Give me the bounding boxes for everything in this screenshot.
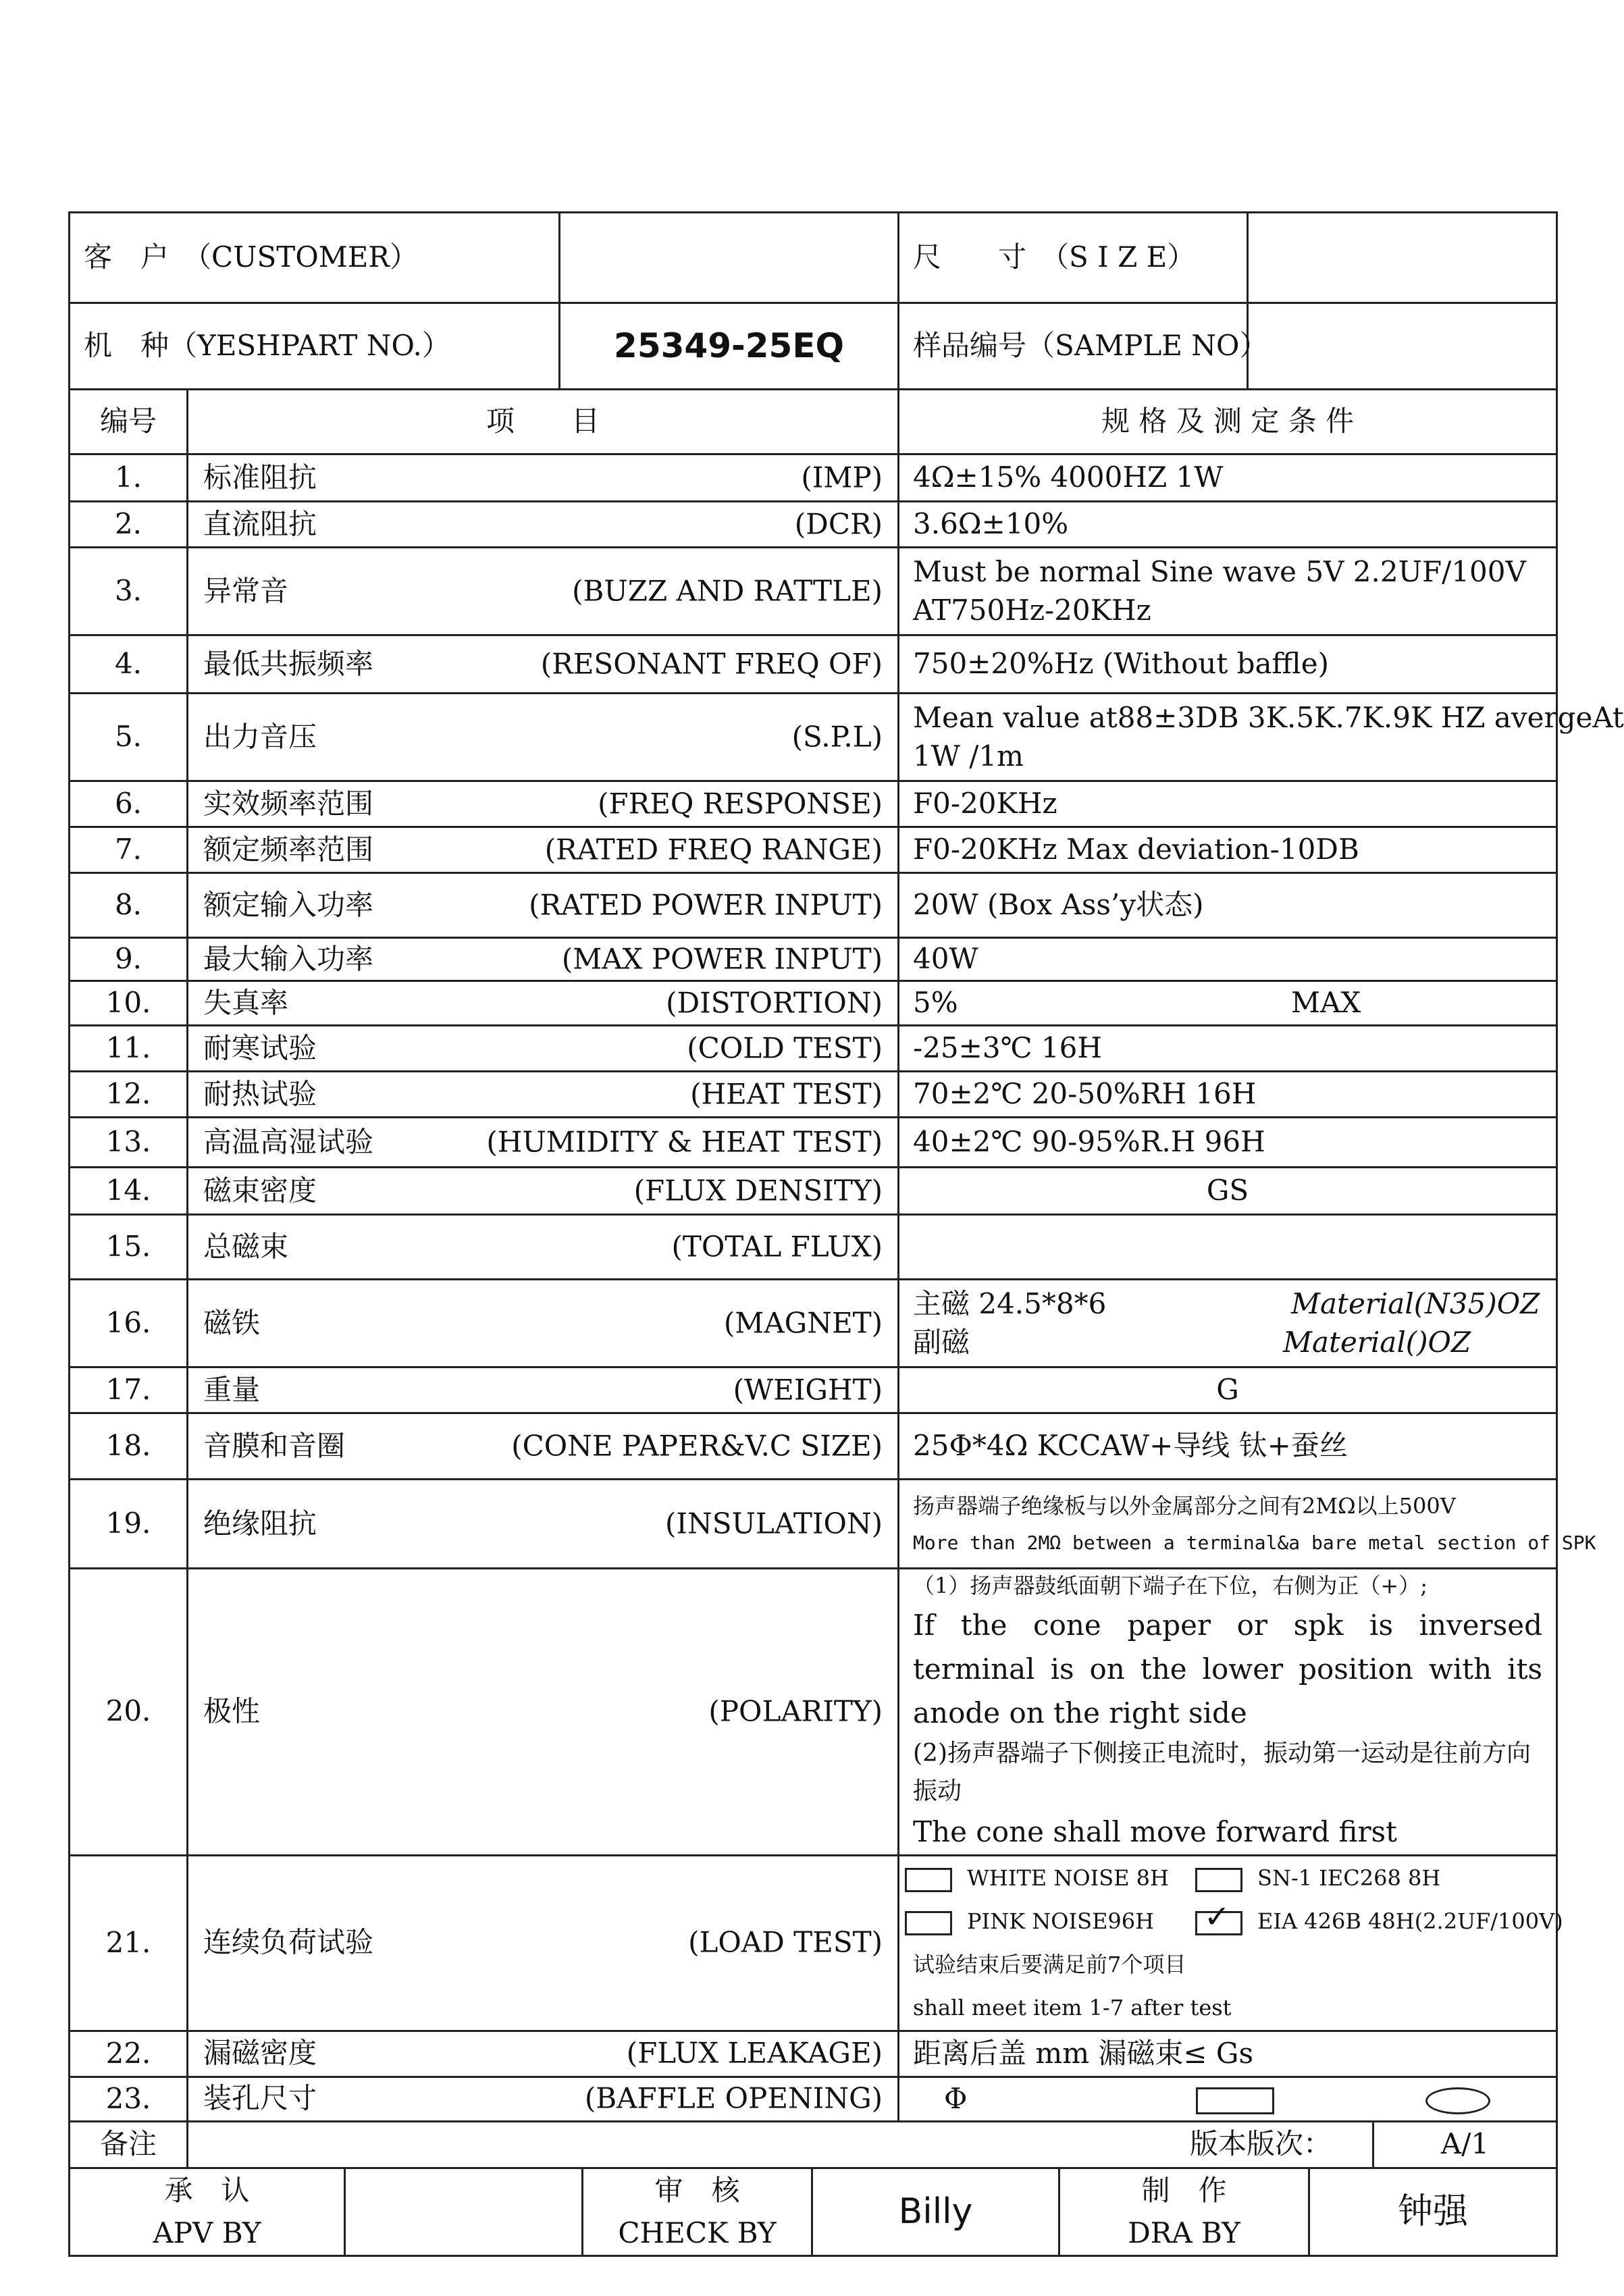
item-en: (HEAT TEST) (690, 1077, 883, 1111)
item-en: (POLARITY) (708, 1694, 883, 1728)
row-item (188, 1367, 899, 1413)
spec-line: (2)扬声器端子下侧接正电流时，振动第一运动是往前方向振动 (913, 1739, 1531, 1805)
item-cn: 重量 (203, 1373, 261, 1407)
customer-value (560, 213, 899, 303)
row-no: 14. (70, 1168, 188, 1215)
row-no: 19. (70, 1480, 188, 1569)
row-item (188, 1168, 899, 1215)
table-row (70, 2077, 1557, 2121)
table-row (70, 1280, 1557, 1367)
item-cn: 连续负荷试验 (203, 1925, 374, 1959)
row-item (188, 938, 899, 981)
load-option[interactable] (905, 1856, 1195, 1900)
row-no: 2. (70, 502, 188, 548)
spec-line (913, 1324, 1542, 1362)
approve-en: APV BY (153, 2216, 261, 2250)
item-en: (COLD TEST) (687, 1031, 883, 1065)
spec-text: 副磁 (913, 1325, 970, 1359)
row-item (188, 1855, 899, 2031)
spec-line: Mean value at88±3DB 3K.5K.7K.9K HZ avergeAt (913, 700, 1624, 734)
item-en: (TOTAL FLUX) (671, 1230, 883, 1263)
row-spec: F0-20KHz (899, 781, 1557, 827)
item-cn: 漏磁密度 (203, 2036, 317, 2070)
remarks-row (70, 2121, 1557, 2168)
spec-line: 1W /1m (913, 739, 1024, 773)
table-row (70, 1168, 1557, 1215)
spec-line: The cone shall move forward first (913, 1815, 1397, 1849)
size-value (1248, 213, 1557, 303)
spec-line: 扬声器端子绝缘板与以外金属部分之间有2MΩ以上500V (913, 1493, 1456, 1519)
load-note-cn: 试验结束后要满足前7个项目 (913, 1952, 1186, 1978)
table-row (70, 1072, 1557, 1118)
item-cn: 极性 (203, 1694, 261, 1728)
model-value: 25349-25EQ (560, 303, 899, 390)
checkbox-eia[interactable] (1195, 1898, 1242, 1935)
draw-signature: 钟强 (1309, 2168, 1557, 2255)
spec-text-right: Material(N35)OZ (1291, 1286, 1540, 1320)
item-cn: 装孔尺寸 (203, 2081, 317, 2115)
row-spec: F0-20KHz Max deviation-10DB (899, 827, 1557, 873)
row-no: 23. (70, 2077, 188, 2121)
item-cn: 额定频率范围 (203, 833, 374, 866)
item-cn: 磁铁 (203, 1306, 261, 1340)
row-spec: 40±2℃ 90-95%R.H 96H (899, 1118, 1557, 1168)
version-cell (1190, 2121, 1557, 2168)
load-note-en: shall meet item 1-7 after test (913, 1995, 1232, 2021)
row-spec: 25Φ*4Ω KCCAW+导线 钛+蚕丝 (899, 1413, 1557, 1480)
row-no: 18. (70, 1413, 188, 1480)
row-no: 20. (70, 1569, 188, 1856)
remarks-label: 备注 (70, 2121, 188, 2168)
item-en: (IMP) (801, 461, 883, 494)
table-row (70, 1480, 1557, 1569)
row-item (188, 1280, 899, 1367)
load-option-row (905, 1856, 1542, 1900)
option-label: SN-1 IEC268 8H (1257, 1865, 1441, 1891)
check-cn: 审 核 (654, 2174, 740, 2208)
table-row (70, 502, 1557, 548)
checkbox-sn1[interactable] (1195, 1868, 1242, 1892)
row-spec (899, 1280, 1557, 1367)
item-en: (MAX POWER INPUT) (561, 942, 883, 976)
table-row (70, 635, 1557, 694)
spec-table (68, 211, 1624, 2169)
row-spec: 70±2℃ 20-50%RH 16H (899, 1072, 1557, 1118)
item-cn: 高温高湿试验 (203, 1125, 374, 1159)
item-en: (RATED POWER INPUT) (529, 888, 883, 922)
checkbox-pink-noise[interactable] (905, 1911, 952, 1935)
col-no: 编号 (70, 390, 188, 454)
row-item (188, 1118, 899, 1168)
approve-cn: 承 认 (164, 2174, 250, 2208)
row-no: 15. (70, 1215, 188, 1280)
row-no: 12. (70, 1072, 188, 1118)
spec-line: More than 2MΩ between a terminal&a bare metal section of SPK (913, 1532, 1596, 1555)
row-spec: 40W (899, 938, 1557, 981)
row-spec (899, 548, 1557, 635)
table-row (70, 548, 1557, 635)
row-no: 8. (70, 873, 188, 938)
draw-en: DRA BY (1128, 2216, 1240, 2250)
row-no: 5. (70, 694, 188, 781)
row-spec: GS (899, 1168, 1557, 1215)
row-item (188, 2077, 899, 2121)
check-mark-icon: ✓ (1204, 1898, 1230, 1935)
spec-line: （1）扬声器鼓纸面朝下端子在下位，右侧为正（+）; (913, 1573, 1427, 1598)
remarks-value (188, 2121, 1248, 2168)
row-item (188, 694, 899, 781)
row-no: 10. (70, 981, 188, 1026)
row-item (188, 2031, 899, 2077)
item-cn: 总磁束 (203, 1230, 289, 1263)
spec-line (913, 1285, 1542, 1324)
table-row (70, 1215, 1557, 1280)
table-row (70, 1118, 1557, 1168)
item-en: (FLUX LEAKAGE) (626, 2036, 883, 2070)
spec-text-right: MAX (1291, 986, 1361, 1020)
item-cn: 耐寒试验 (203, 1031, 317, 1065)
table-row (70, 1026, 1557, 1072)
row-item (188, 1569, 899, 1856)
option-label: PINK NOISE96H (967, 1908, 1155, 1935)
row-spec: G (899, 1367, 1557, 1413)
item-en: (RATED FREQ RANGE) (544, 833, 883, 866)
row-spec: 4Ω±15% 4000HZ 1W (899, 454, 1557, 502)
row-item (188, 1413, 899, 1480)
table-row (70, 1569, 1557, 1856)
row-no: 6. (70, 781, 188, 827)
table-row (70, 694, 1557, 781)
item-cn: 标准阻抗 (203, 461, 317, 494)
row-no: 9. (70, 938, 188, 981)
row-no: 11. (70, 1026, 188, 1072)
rectangle-opening-icon (1196, 2087, 1274, 2114)
row-item (188, 1480, 899, 1569)
item-en: (FREQ RESPONSE) (598, 787, 883, 820)
item-cn: 失真率 (203, 986, 289, 1020)
row-no: 16. (70, 1280, 188, 1367)
table-row (70, 873, 1557, 938)
table-row (70, 781, 1557, 827)
check-en: CHECK BY (618, 2216, 777, 2250)
item-en: (RESONANT FREQ OF) (540, 647, 883, 681)
item-cn: 耐热试验 (203, 1077, 317, 1111)
col-item: 项 目 (188, 390, 899, 454)
table-row (70, 2031, 1557, 2077)
diameter-symbol: Φ (944, 2081, 968, 2115)
item-en: (HUMIDITY & HEAT TEST) (486, 1125, 883, 1159)
row-item (188, 1215, 899, 1280)
customer-label: 客 户 （CUSTOMER） (70, 213, 560, 303)
spec-line: AT750Hz-20KHz (913, 593, 1151, 627)
load-option[interactable] (1195, 1865, 1440, 1891)
row-item (188, 781, 899, 827)
item-en: (BAFFLE OPENING) (584, 2081, 883, 2115)
item-cn: 磁束密度 (203, 1174, 317, 1207)
version-value: A/1 (1440, 2127, 1490, 2161)
signature-table (68, 2167, 1558, 2257)
item-cn: 直流阻抗 (203, 507, 317, 541)
model-label: 机 种（YESHPART NO.） (70, 303, 560, 390)
row-item (188, 1072, 899, 1118)
row-spec: -25±3℃ 16H (899, 1026, 1557, 1072)
row-no: 3. (70, 548, 188, 635)
row-no: 4. (70, 635, 188, 694)
row-spec: 3.6Ω±10% (899, 502, 1557, 548)
row-item (188, 548, 899, 635)
load-option[interactable] (905, 1900, 1195, 1943)
row-item (188, 454, 899, 502)
sample-label: 样品编号（SAMPLE NO） (899, 303, 1248, 390)
check-signature: Billy (812, 2168, 1059, 2255)
item-en: (DCR) (794, 507, 883, 541)
option-label: EIA 426B 48H(2.2UF/100V) (1257, 1908, 1563, 1935)
row-spec (899, 1480, 1596, 1569)
row-spec (899, 2077, 1557, 2121)
row-spec (899, 1569, 1557, 1856)
table-row (70, 1367, 1557, 1413)
table-row (70, 938, 1557, 981)
item-en: (S.P.L) (791, 720, 883, 754)
row-spec: 20W (Box Ass’y状态) (899, 873, 1557, 938)
row-item (188, 827, 899, 873)
item-cn: 绝缘阻抗 (203, 1507, 317, 1540)
item-en: (LOAD TEST) (688, 1925, 883, 1959)
spec-line: If the cone paper or spk is inversed terminal is on the lower position with its anode on the right side (913, 1608, 1543, 1729)
item-en: (BUZZ AND RATTLE) (572, 574, 883, 608)
spec-text: 主磁 24.5*8*6 (913, 1286, 1107, 1320)
load-option[interactable] (1195, 1898, 1563, 1935)
item-cn: 实效频率范围 (203, 787, 374, 820)
row-item (188, 635, 899, 694)
item-en: (DISTORTION) (666, 986, 883, 1020)
spec-sheet (68, 211, 1624, 2257)
draw-cn: 制 作 (1141, 2174, 1227, 2208)
approve-label (70, 2168, 345, 2255)
row-item (188, 981, 899, 1026)
draw-label (1059, 2168, 1309, 2255)
row-spec: 750±20%Hz (Without baffle) (899, 635, 1557, 694)
col-spec: 规 格 及 测 定 条 件 (899, 390, 1557, 454)
table-row (70, 827, 1557, 873)
item-en: (INSULATION) (665, 1507, 883, 1540)
spec-text: 5% (913, 986, 958, 1020)
row-item (188, 873, 899, 938)
item-cn: 最大输入功率 (203, 942, 374, 976)
row-no: 22. (70, 2031, 188, 2077)
table-row (70, 1855, 1557, 2031)
item-en: (MAGNET) (723, 1306, 883, 1340)
load-option-row (905, 1898, 1563, 1943)
row-no: 21. (70, 1855, 188, 2031)
row-spec (899, 694, 1624, 781)
item-cn: 额定输入功率 (203, 888, 374, 922)
row-spec: 距离后盖 mm 漏磁束≤ Gs (899, 2031, 1557, 2077)
item-en: (CONE PAPER&V.C SIZE) (511, 1429, 883, 1463)
row-no: 13. (70, 1118, 188, 1168)
table-row (70, 1413, 1557, 1480)
sample-value (1248, 303, 1557, 390)
check-label (583, 2168, 812, 2255)
checkbox-white-noise[interactable] (905, 1868, 952, 1892)
table-row (70, 981, 1557, 1026)
version-label: 版本版次： (1179, 2122, 1374, 2167)
item-cn: 最低共振频率 (203, 647, 374, 681)
table-row (70, 454, 1557, 502)
row-item (188, 1026, 899, 1072)
row-spec (899, 1215, 1557, 1280)
item-cn: 异常音 (203, 574, 289, 608)
approve-value (345, 2168, 583, 2255)
spec-line: Must be normal Sine wave 5V 2.2UF/100V (913, 554, 1526, 588)
item-en: (WEIGHT) (733, 1373, 883, 1407)
item-en: (FLUX DENSITY) (633, 1174, 883, 1207)
oval-opening-icon (1425, 2087, 1490, 2114)
row-spec (899, 1855, 1563, 2031)
item-cn: 音膜和音圈 (203, 1429, 346, 1463)
row-no: 1. (70, 454, 188, 502)
row-item (188, 502, 899, 548)
size-label: 尺 寸 （S I Z E） (899, 213, 1248, 303)
row-no: 7. (70, 827, 188, 873)
spec-text-right: Material()OZ (1283, 1325, 1471, 1359)
option-label: WHITE NOISE 8H (967, 1865, 1169, 1891)
row-spec (899, 981, 1557, 1026)
row-no: 17. (70, 1367, 188, 1413)
item-cn: 出力音压 (203, 720, 317, 754)
